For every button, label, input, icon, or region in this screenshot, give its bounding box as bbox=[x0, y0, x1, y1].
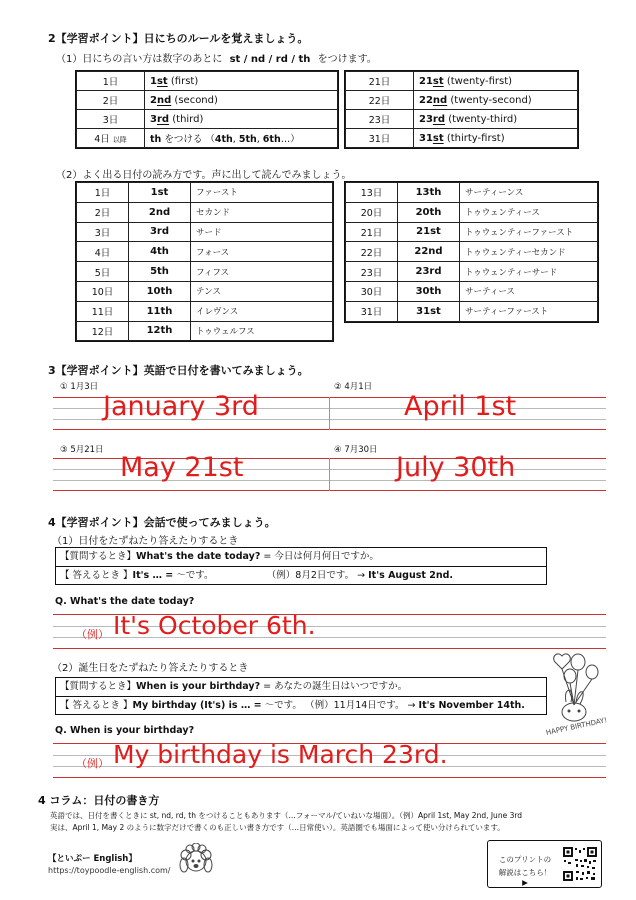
ordinal-suffix: st bbox=[432, 75, 444, 87]
ordinal-english: 10th bbox=[129, 281, 191, 301]
section4-title: 4【学習ポイント】会話で使ってみましょう。 bbox=[48, 516, 276, 529]
reading-row bbox=[346, 183, 598, 203]
ordinal-word: (twenty-second) bbox=[447, 94, 532, 106]
day-label: 2日 bbox=[77, 202, 129, 222]
day-label: 20日 bbox=[346, 202, 398, 222]
date-answer-row: 【 答えるとき 】It's … = ～です。 （例）8月2日です。 → It's August 2nd. bbox=[56, 566, 546, 584]
qr-code-icon[interactable] bbox=[562, 846, 598, 882]
ordinal-suffix: nd bbox=[432, 94, 448, 106]
rule-table-left bbox=[76, 71, 338, 148]
ordinal-katakana: サーティーファースト bbox=[460, 301, 598, 321]
ordinal-word: (twenty-first) bbox=[443, 75, 513, 87]
column-paragraph-1: 英語では、日付を書くときに st, nd, rd, th をつけることもあります（…フォーマル/ていねいな場面）。（例）April 1st, May 2nd, June 3rd bbox=[50, 811, 523, 820]
explanation-link-box[interactable] bbox=[487, 840, 602, 888]
reading-row bbox=[77, 301, 333, 321]
ordinal-english: 3rd bbox=[129, 222, 191, 242]
example-label-1: （例） bbox=[76, 628, 109, 641]
poodle-logo bbox=[176, 843, 216, 879]
ordinal-katakana: トゥウェンティーセカンド bbox=[460, 242, 598, 262]
answer-birthday: My birthday is March 23rd. bbox=[113, 740, 448, 769]
section2-sub1: （1）日にちの言い方は数字のあとに st / nd / rd / th をつけます。 bbox=[56, 54, 377, 65]
explanation-link-text[interactable]: このプリントの 解説はこちら！▶ bbox=[498, 855, 552, 887]
day-label: 31日 bbox=[346, 129, 414, 148]
reading-row bbox=[77, 262, 333, 282]
answer-4: July 30th bbox=[396, 452, 516, 483]
day-label: 3日 bbox=[77, 222, 129, 242]
birthday-question-row: 【質問するとき】When is your birthday? = あなたの誕生日はいつですか。 bbox=[60, 681, 408, 692]
prompt-1: ① 1月3日 bbox=[60, 382, 99, 392]
reading-row bbox=[346, 301, 598, 321]
day-label: 11日 bbox=[77, 301, 129, 321]
ordinal-katakana: サード bbox=[191, 222, 333, 242]
rule-row bbox=[77, 91, 338, 110]
reading-row bbox=[77, 242, 333, 262]
ordinal-cell bbox=[145, 72, 338, 91]
ordinal-number: 31 bbox=[419, 132, 433, 144]
ordinal-katakana: トゥウェンティーサード bbox=[460, 262, 598, 282]
ordinal-katakana: トゥウェンティース bbox=[460, 202, 598, 222]
read-table-left bbox=[76, 182, 333, 341]
reading-row bbox=[346, 262, 598, 282]
birthday-answer-row: 【 答えるとき 】My birthday (It's) is … = ～です。 （例）11月14日です。 → It's November 14th. bbox=[56, 696, 546, 714]
ordinal-katakana: フィフス bbox=[191, 262, 333, 282]
day-label: 31日 bbox=[346, 301, 398, 321]
ordinal-number: 2 bbox=[150, 94, 157, 106]
ordinal-english: 30th bbox=[398, 281, 460, 301]
day-label: 13日 bbox=[346, 183, 398, 203]
ordinal-katakana: トゥウェルフス bbox=[191, 321, 333, 341]
ordinal-number: 21 bbox=[419, 75, 433, 87]
ordinal-english: 2nd bbox=[129, 202, 191, 222]
ordinal-katakana: サーティーンス bbox=[460, 183, 598, 203]
day-label: 1日 bbox=[77, 72, 145, 91]
ordinal-english: 1st bbox=[129, 183, 191, 203]
reading-row bbox=[77, 183, 333, 203]
ordinal-number: 1 bbox=[150, 75, 157, 87]
ordinal-english: 23rd bbox=[398, 262, 460, 282]
day-label: 23日 bbox=[346, 110, 414, 129]
section2-title: 2【学習ポイント】日にちのルールを覚えましょう。 bbox=[48, 32, 309, 45]
ordinal-english: 20th bbox=[398, 202, 460, 222]
prompt-2: ② 4月1日 bbox=[334, 382, 373, 392]
example-label-2: （例） bbox=[76, 757, 109, 770]
ordinal-word: (second) bbox=[171, 94, 218, 106]
reading-row bbox=[346, 222, 598, 242]
date-phrase-box bbox=[55, 547, 547, 585]
reading-row bbox=[346, 281, 598, 301]
rule-row bbox=[77, 110, 338, 129]
day-label: 3日 bbox=[77, 110, 145, 129]
ordinal-katakana: フォース bbox=[191, 242, 333, 262]
section4-sub2: （2）誕生日をたずねたり答えたりするとき bbox=[52, 663, 249, 674]
prompt-4: ④ 7月30日 bbox=[334, 445, 378, 455]
ordinal-number: 23 bbox=[419, 113, 433, 125]
reading-row bbox=[77, 321, 333, 341]
answer-2: April 1st bbox=[404, 391, 517, 422]
rule-row bbox=[346, 72, 578, 91]
ordinal-word: (first) bbox=[167, 75, 199, 87]
reading-row bbox=[346, 202, 598, 222]
ordinal-english: 22nd bbox=[398, 242, 460, 262]
ordinal-english: 31st bbox=[398, 301, 460, 321]
ordinal-english: 11th bbox=[129, 301, 191, 321]
ordinal-katakana: ファースト bbox=[191, 183, 333, 203]
ordinal-katakana: テンス bbox=[191, 281, 333, 301]
ordinal-suffix: rd bbox=[156, 113, 170, 125]
column-title: 4 コラム：日付の書き方 bbox=[38, 794, 160, 807]
day-label: 30日 bbox=[346, 281, 398, 301]
day-label: 2日 bbox=[77, 91, 145, 110]
reading-row bbox=[77, 281, 333, 301]
ordinal-cell bbox=[414, 129, 578, 148]
answer-3: May 21st bbox=[120, 452, 244, 483]
day-label: 10日 bbox=[77, 281, 129, 301]
ordinal-word: (twenty-third) bbox=[445, 113, 518, 125]
ordinal-word: (third) bbox=[169, 113, 204, 125]
ordinal-english: 4th bbox=[129, 242, 191, 262]
read-table-right bbox=[345, 182, 598, 322]
ordinal-cell bbox=[414, 91, 578, 110]
ordinal-number: 22 bbox=[419, 94, 433, 106]
date-question: Q. What's the date today? bbox=[55, 596, 195, 607]
rule-table-right bbox=[345, 71, 578, 148]
ordinal-cell bbox=[414, 110, 578, 129]
brand-name: 【といぷー English】 bbox=[48, 854, 137, 864]
ordinal-english: 13th bbox=[398, 183, 460, 203]
ordinal-katakana: サーティース bbox=[460, 281, 598, 301]
rule-row-4: 4日 以降 th をつける （4th, 5th, 6th…） bbox=[77, 129, 338, 148]
ordinal-suffix: st bbox=[156, 75, 168, 87]
ordinal-cell bbox=[414, 72, 578, 91]
day-label: 4日 bbox=[77, 242, 129, 262]
day-label: 21日 bbox=[346, 72, 414, 91]
birthday-phrase-box bbox=[55, 677, 547, 715]
prompt-3: ③ 5月21日 bbox=[60, 445, 104, 455]
ordinal-cell bbox=[145, 110, 338, 129]
answer-date: It's October 6th. bbox=[113, 611, 316, 640]
ordinal-english: 21st bbox=[398, 222, 460, 242]
section3-title: 3【学習ポイント】英語で日付を書いてみましょう。 bbox=[48, 364, 309, 377]
day-label: 5日 bbox=[77, 262, 129, 282]
ordinal-katakana: トゥウェンティーファースト bbox=[460, 222, 598, 242]
rule-row bbox=[346, 110, 578, 129]
reading-row bbox=[77, 222, 333, 242]
section4-sub1: （1）日付をたずねたり答えたりするとき bbox=[52, 536, 239, 547]
day-label: 21日 bbox=[346, 222, 398, 242]
reading-row bbox=[77, 202, 333, 222]
day-label: 12日 bbox=[77, 321, 129, 341]
ordinal-number: 3 bbox=[150, 113, 157, 125]
ordinal-katakana: セカンド bbox=[191, 202, 333, 222]
answer-1: January 3rd bbox=[103, 391, 259, 422]
section2-sub2: （2）よく出る日付の読み方です。声に出して読んでみましょう。 bbox=[56, 170, 352, 181]
birthday-bunny-illustration bbox=[540, 650, 612, 742]
ordinal-word: (thirty-first) bbox=[443, 132, 505, 144]
rule-row bbox=[346, 91, 578, 110]
rule-row bbox=[77, 72, 338, 91]
column-paragraph-2: 実は、April 1, May 2 のように数字だけで書くのも正しい書き方です（…日常使い）。英語圏でも場面によって使い分けられています。 bbox=[50, 823, 505, 832]
ordinal-suffix: nd bbox=[156, 94, 172, 106]
rule-row bbox=[346, 129, 578, 148]
day-label: 22日 bbox=[346, 91, 414, 110]
day-label: 22日 bbox=[346, 242, 398, 262]
birthday-question: Q. When is your birthday? bbox=[55, 725, 195, 736]
date-question-row: 【質問するとき】What's the date today? = 今日は何月何日ですか。 bbox=[60, 551, 379, 562]
day-label: 1日 bbox=[77, 183, 129, 203]
site-url[interactable]: https://toypoodle-english.com/ bbox=[48, 866, 171, 875]
ordinal-katakana: イレヴンス bbox=[191, 301, 333, 321]
ordinal-cell bbox=[145, 91, 338, 110]
ordinal-english: 12th bbox=[129, 321, 191, 341]
reading-row bbox=[346, 242, 598, 262]
ordinal-suffix: rd bbox=[432, 113, 446, 125]
day-label: 23日 bbox=[346, 262, 398, 282]
balloon-caption: HAPPY BIRTHDAY! bbox=[545, 716, 608, 737]
ordinal-suffix: st bbox=[432, 132, 444, 144]
ordinal-english: 5th bbox=[129, 262, 191, 282]
